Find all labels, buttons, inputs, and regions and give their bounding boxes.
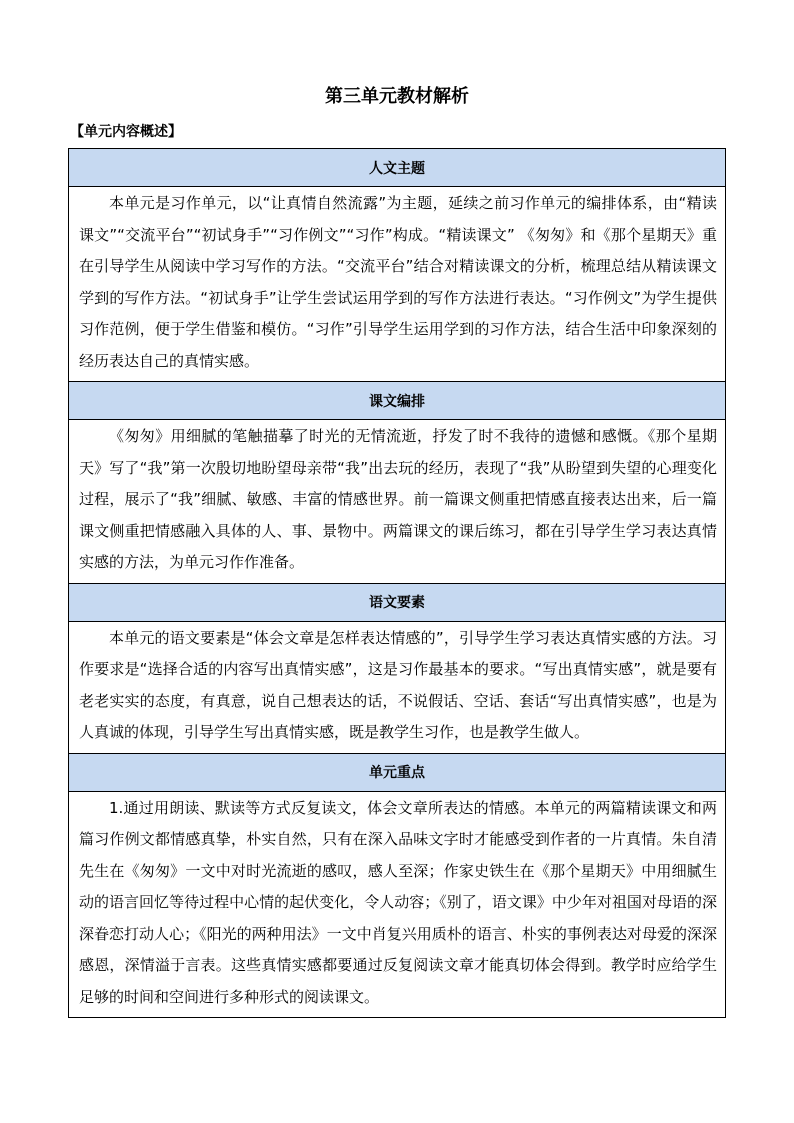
section-body-focus	[69, 791, 726, 1018]
section-text: 1.通过用朗读、默读等方式反复读文，体会文章所表达的情感。本单元的两篇精读课文和两篇习作例文都情感真挚，朴实自然，只有在深入品味文字时才能感受到作者的一片真情。朱自清先生在《匆匆》一文中对时光流逝的感叹，感人至深；作家史铁生在《那个星期天》中用细腻生动的语言回忆等待过程中心情的起伏变化，令人动容；《别了，语文课》中少年对祖国对母语的深深眷恋打动人心；《阳光的两种用法》一文中肖复兴用质朴的语言、朴实的事例表达对母爱的深深感恩，深情溢于言表。这些真情实感都要通过反复阅读文章才能真切体会得到。教学时应给学生足够的时间和空间进行多种形式的阅读课文。	[79, 798, 717, 1006]
table-row	[69, 382, 726, 420]
section-label: 【单元内容概述】	[70, 124, 182, 140]
section-text: 本单元是习作单元，以“让真情自然流露”为主题，延续之前习作单元的编排体系，由“精读课文”“交流平台”“初试身手”“习作例文”“习作”构成。“精读课文” 《匆匆》和《那个星期天》重在引导学生从阅读中学习写作的方法。“交流平台”结合对精读课文的分析，梳理总结从精读课文学到的写作方法。“初试身手”让学生尝试运用学到的写作方法进行表达。“习作例文”为学生提供习作范例，便于学生借鉴和模仿。“习作”引导学生运用学到的习作方法，结合生活中印象深刻的经历表达自己的真情实感。	[79, 194, 717, 370]
table-row	[69, 420, 726, 584]
table-row	[69, 583, 726, 621]
section-header-arrangement: 课文编排	[69, 382, 726, 420]
section-body-elements	[69, 621, 726, 753]
table-row	[69, 621, 726, 753]
table-row	[69, 187, 726, 382]
section-body-arrangement	[69, 420, 726, 584]
section-body-theme	[69, 187, 726, 382]
section-text: 《匆匆》用细腻的笔触描摹了时光的无情流逝，抒发了时不我待的遗憾和感慨。《那个星期天》写了“我”第一次殷切地盼望母亲带“我”出去玩的经历，表现了“我”从盼望到失望的心理变化过程，展示了“我”细腻、敏感、丰富的情感世界。前一篇课文侧重把情感直接表达出来，后一篇课文侧重把情感融入具体的人、事、景物中。两篇课文的课后练习，都在引导学生学习表达真情实感的方法，为单元习作作准备。	[79, 427, 717, 571]
section-text: 本单元的语文要素是“体会文章是怎样表达情感的”，引导学生学习表达真情实感的方法。习作要求是“选择合适的内容写出真情实感”，这是习作最基本的要求。“写出真情实感”，就是要有老老实实的态度，有真意，说自己想表达的话，不说假话、空话、套话“写出真情实感”，也是为人真诚的体现，引导学生写出真情实感，既是教学生习作，也是教学生做人。	[79, 628, 717, 741]
content-table	[68, 148, 726, 1018]
table-row	[69, 791, 726, 1018]
section-header-focus: 单元重点	[69, 753, 726, 791]
section-header-elements: 语文要素	[69, 583, 726, 621]
page-title: 第三单元教材解析	[325, 86, 469, 107]
section-header-theme: 人文主题	[69, 149, 726, 187]
table-row	[69, 753, 726, 791]
table-row	[69, 149, 726, 187]
